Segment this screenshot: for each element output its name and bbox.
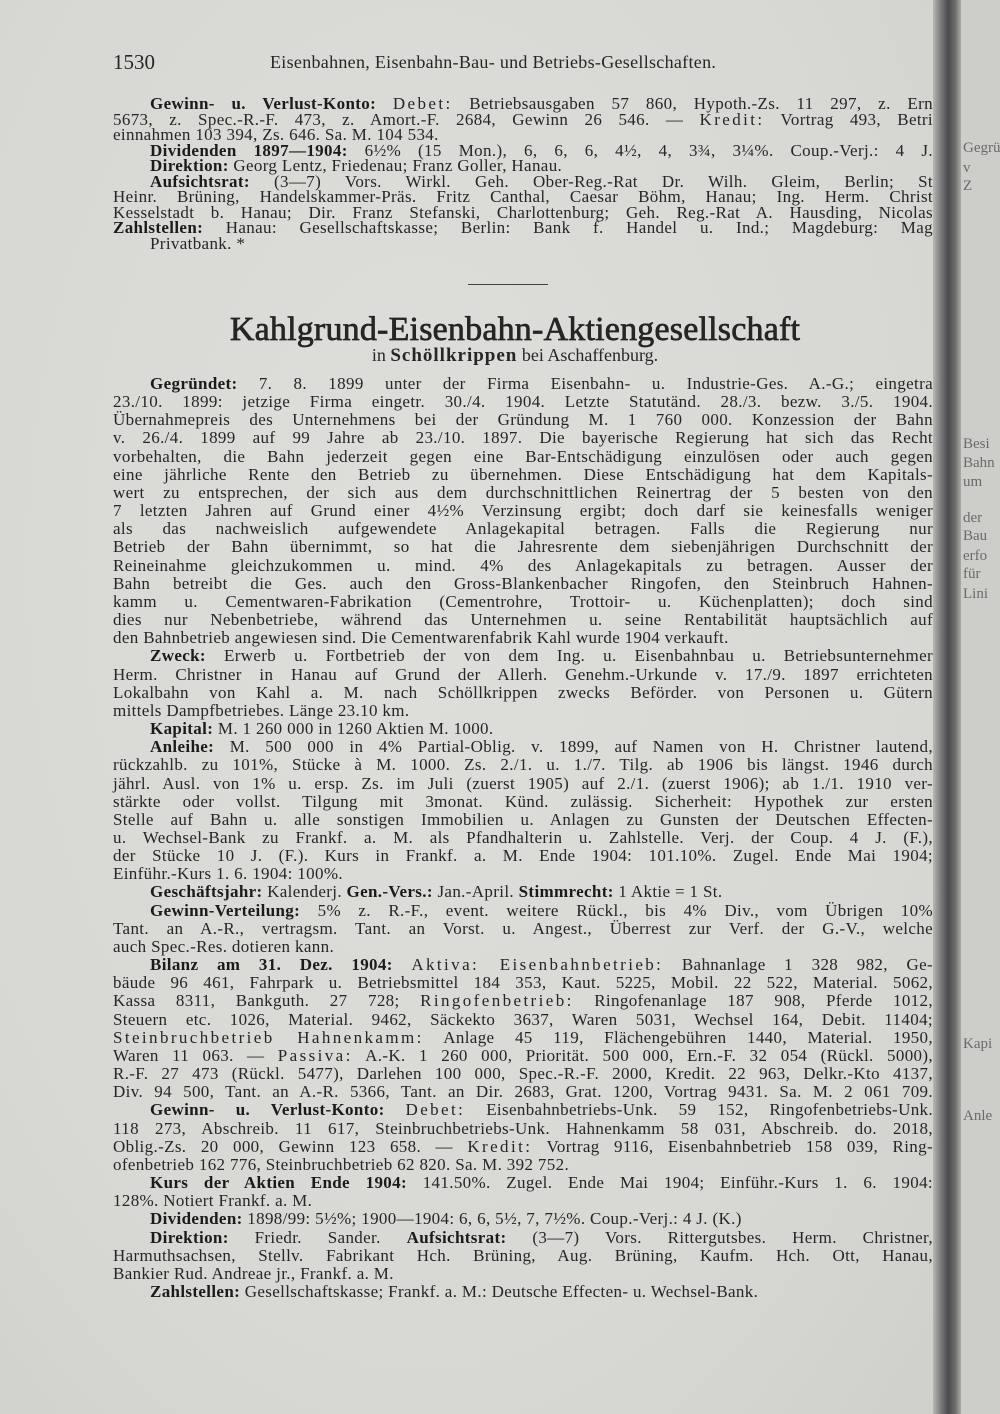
field-text: Friedr. Sander. [254, 1227, 407, 1247]
field-text: R.-F. 27 473 (Rückl. 5477), Darlehen 100 000, Spec.-R.-F. 2000, Kredit. 22 963, Delkr.-Kto 4137, [113, 1064, 933, 1084]
text-line [113, 393, 933, 411]
field-text: Kesselstadt b. Hanau; Dir. Franz Stefanski, Charlottenburg; Geh. Reg.-Rat A. Hausding, Nicolas [113, 202, 933, 222]
field-text: der Stücke 10 J. (F.). Kurs in Frankf. a. M. Ende 1904: 101.10%. Zugel. Ende Mai 1904; [113, 846, 933, 866]
field-text: Jan.-April. [437, 882, 519, 902]
subtitle-place: Schöllkrippen [390, 345, 518, 366]
field-text: jährl. Ausl. von 1% u. ersp. Zs. im Juli (zuerst 1905) auf 2./1. (zuerst 1906); ab 1./1. 1910 ver- [113, 773, 933, 793]
text-line [150, 1174, 933, 1192]
field-text: bäude 96 461, Fahrpark u. Betriebsmittel 184 353, Kaut. 5225, Mobil. 22 522, Material. 5062, [113, 973, 933, 993]
field-text: 128%. Notiert Frankf. a. M. [113, 1191, 313, 1211]
field-text: Harmuthsachsen, Stellv. Fabrikant Hch. Brüning, Aug. Brüning, Kaufm. Hch. Ott, Hanau, [113, 1245, 933, 1265]
field-text: Bahnanlage 1 328 982, Ge- [663, 955, 933, 975]
facing-page-fragment: Bau [963, 528, 988, 544]
text-line [113, 865, 933, 883]
text-line [113, 702, 933, 720]
field-text: Lokalbahn von Kahl a. M. nach Schöllkrippen zwecks Beförder. von Personen u. Gütern [113, 682, 933, 702]
field-label: Gewinn-Verteilung: [150, 900, 318, 920]
field-text: 118 273, Abschreib. 11 617, Steinbruchbetriebs-Unk. Hahnenkamm 58 031, Abschreib. do. 2018, [113, 1118, 933, 1138]
field-text: Vortrag 493, Betri [764, 109, 933, 129]
text-line [113, 974, 933, 992]
text-line [113, 992, 933, 1010]
field-text: den Bahnbetrieb angewiesen sind. Die Cementwarenfabrik Kahl wurde 1904 verkauft. [113, 628, 729, 648]
text-line [150, 1210, 933, 1228]
field-text: Privatbank. * [150, 233, 246, 253]
spaced-label: Debet: [405, 1100, 466, 1120]
field-text: 5% z. R.-F., event. weitere Rückl., bis 4% Div., vom Übrigen 10% [317, 900, 933, 920]
facing-page-fragment: erfo [963, 548, 988, 564]
text-line [150, 956, 933, 974]
text-line [113, 1192, 933, 1210]
field-label: Gen.-Vers.: [346, 882, 438, 902]
text-line [113, 466, 933, 484]
facing-page-fragment: Bahn [963, 455, 995, 471]
text-line [113, 429, 933, 447]
text-line [113, 502, 933, 520]
text-line [113, 448, 933, 466]
text-line [150, 235, 933, 253]
field-label: Kapital: [150, 719, 218, 739]
spaced-label: Passiva: [277, 1045, 353, 1065]
field-text: Steuern etc. 1026, Material. 9462, Säckekto 3637, Waren 5031, Wechsel 164, Debit. 11404; [113, 1009, 933, 1029]
text-line [113, 411, 933, 429]
field-label: Dividenden: [150, 1209, 248, 1229]
field-text: auch Spec.-Res. dotieren kann. [113, 936, 335, 956]
text-line [113, 1247, 933, 1265]
field-text: u. Wechsel-Bank zu Frankf. a. M. als Pfandhalterin u. Zahlstelle. Verj. der Coup. 4 J. (F.), [113, 828, 933, 847]
text-line [113, 811, 933, 829]
field-text: (3—7) Vors. Rittergutsbes. Herm. Christner, [532, 1227, 933, 1247]
text-line [113, 793, 933, 811]
field-label: Gewinn- u. Verlust-Konto: [150, 94, 393, 113]
field-text: Gesellschaftskasse; Frankf. a. M.: Deutsche Effecten- u. Wechsel-Bank. [244, 1282, 759, 1301]
facing-page-fragment: v [963, 160, 971, 176]
field-text: als das nachweislich aufgewendete Anlagekapital betragen. Falls die Regierung nur [113, 519, 933, 539]
text-line [150, 1101, 933, 1119]
field-label: Bilanz am 31. Dez. 1904: [150, 955, 412, 975]
text-line [113, 1156, 933, 1174]
field-label: Zweck: [150, 646, 224, 666]
text-line [113, 520, 933, 538]
field-text: 1 Aktie = 1 St. [618, 882, 723, 902]
facing-page-fragment: Kapi [963, 1036, 993, 1052]
field-text: Erwerb u. Fortbetrieb der von dem Ing. u. Eisenbahnbau u. Betriebsunternehmer [223, 646, 933, 666]
facing-page-edge [961, 0, 1000, 1414]
text-line [113, 1047, 933, 1065]
field-text: (3—7) Vors. Wirkl. Geh. Ober-Reg.-Rat Dr. Wilh. Gleim, Berlin; St [274, 171, 933, 191]
field-label: Gewinn- u. Verlust-Konto: [150, 1100, 406, 1120]
text-line [113, 775, 933, 793]
text-line [113, 1029, 933, 1047]
field-label: Direktion: [150, 156, 234, 175]
text-line [113, 938, 933, 956]
book-gutter [933, 0, 961, 1414]
field-text: M. 500 000 in 4% Partial-Oblig. v. 1899, auf Namen von H. Christner lautend, [229, 737, 933, 757]
field-label: Anleihe: [150, 737, 230, 757]
field-text: Vortrag 9116, Eisenbahnbetrieb 158 039, Ring- [532, 1136, 934, 1156]
entry-title: Kahlgrund-Eisenbahn-Aktiengesellschaft [229, 311, 801, 348]
page-number: 1530 [113, 50, 155, 74]
field-text: kamm u. Cementwaren-Fabrikation (Cementrohre, Trottoir- u. Küchenplatten); doch sind [113, 591, 933, 611]
field-text: v. 26./4. 1899 auf 99 Jahre ab 23./10. 1897. Die bayerische Regierung hat sich das Recht [113, 428, 933, 448]
facing-page-fragment: der [963, 510, 983, 526]
text-line [113, 538, 933, 556]
field-text: Ringofenanlage 187 908, Pferde 1012, [573, 991, 933, 1011]
field-text: eine jährliche Rente den Betrieb zu übernehmen. Diese Entschädigung hat dem Kapitals- [113, 464, 933, 484]
field-label: Stimmrecht: [518, 882, 619, 902]
text-line [113, 1083, 933, 1101]
subtitle-prefix: in [371, 345, 391, 365]
text-line [113, 1265, 933, 1283]
spaced-label: Steinbruchbetrieb Hahnenkamm: [113, 1027, 424, 1047]
field-text: wert zu entsprechen, der sich aus dem durchschnittlichen Reinertrag der 5 besten von den [113, 482, 933, 502]
field-label: Dividenden 1897—1904: [150, 140, 365, 160]
field-text: 7 letzten Jahren auf Grund einer 4½% Verzinsung ergibt; doch darf sie keinesfalls weniger [113, 501, 933, 521]
field-text: 23./10. 1899: jetzige Firma eingetr. 30./4. 1904. Letzte Statutänd. 28./3. bezw. 3./5. 1904. [113, 392, 933, 412]
text-line [113, 557, 933, 575]
text-line [113, 484, 933, 502]
text-line [113, 611, 933, 629]
field-text: rückzahlb. zu 101%, Stücke à M. 1000. Zs. 2./1. u. 1./7. Tilg. ab 1906 bis längst. 1946 durch [113, 755, 933, 775]
text-line [150, 375, 933, 393]
field-text: ofenbetrieb 162 776, Steinbruchbetrieb 62 820. Sa. M. 392 752. [113, 1154, 570, 1174]
field-text: Tant. an A.-R., vertragsm. Tant. an Vorst. u. Angest., Überrest zur Verf. der G.-V., welche [113, 918, 933, 938]
field-label: Direktion: [150, 1227, 255, 1247]
field-label: Aufsichtsrat: [150, 171, 275, 191]
field-text: mittels Dampfbetriebes. Länge 23.10 km. [113, 700, 410, 720]
field-text: dies nur Nebenbetriebe, während das Unternehmen u. seine Rentabilität hauptsächlich auf [113, 610, 933, 630]
field-label: Kurs der Aktien Ende 1904: [150, 1173, 423, 1193]
field-text: Heinr. Brüning, Handelskammer-Präs. Fritz Canthal, Caesar Böhm, Hanau; Ing. Herm. Christ [113, 187, 933, 206]
field-text: Hanau: Gesellschaftskasse; Berlin: Bank f. Handel u. Ind.; Magdeburg: Mag [225, 218, 933, 237]
field-label: Aufsichtsrat: [406, 1227, 533, 1247]
field-text: Übernahmepreis des Unternehmens bei der Gründung M. 1 760 000. Konzession der Bahn [113, 410, 933, 430]
subtitle-suffix: bei Aschaffenburg. [517, 345, 659, 365]
field-text: Div. 94 500, Tant. an A.-R. 5366, Tant. an Dir. 2683, Grat. 1200, Vortrag 9431. Sa. M. 2 061 709. [113, 1082, 933, 1102]
text-line [150, 883, 933, 901]
text-line [113, 684, 933, 702]
text-line [113, 1120, 933, 1138]
field-label: Zahlstellen: [150, 1282, 245, 1301]
field-text: Bahn betreibt die Ges. auch den Gross-Blankenbacher Ringofen, den Steinbruch Hahnen- [113, 573, 933, 593]
field-text: vorbehalten, die Bahn jederzeit gegen eine Bar-Entschädigung einzulösen oder auch gegen [113, 446, 933, 466]
facing-page-fragment: Z [963, 178, 973, 194]
field-text: Betriebsausgaben 57 860, Hypoth.-Zs. 11 297, z. Ern [452, 94, 933, 113]
field-text: einnahmen 103 394, Zs. 646. Sa. M. 104 534. [113, 125, 439, 144]
field-text: Oblig.-Zs. 20 000, Gewinn 123 658. — [113, 1136, 468, 1156]
field-text: 141.50%. Zugel. Ende Mai 1904; Einführ.-Kurs 1. 6. 1904: [422, 1173, 933, 1193]
field-text: 1898/99: 5½%; 1900—1904: 6, 6, 5½, 7, 7½%. Coup.-Verj.: 4 J. (K.) [247, 1209, 742, 1229]
text-line [113, 593, 933, 611]
text-line [150, 1283, 933, 1301]
facing-page-fragment: Anle [963, 1108, 993, 1124]
text-line [113, 829, 933, 847]
text-line [113, 756, 933, 774]
field-text: Georg Lentz, Friedenau; Franz Goller, Hanau. [233, 156, 563, 175]
field-text: Anlage 45 119, Flächengebühren 1440, Material. 1950, [423, 1027, 933, 1047]
text-line [113, 847, 933, 865]
field-text: Waren 11 063. — [113, 1045, 278, 1065]
field-text: Bankier Rud. Andreae jr., Frankf. a. M. [113, 1263, 394, 1283]
facing-page-fragment: um [963, 474, 983, 490]
facing-page-fragment: Besi [963, 436, 990, 452]
field-text: Einführ.-Kurs 1. 6. 1904: 100%. [113, 864, 343, 884]
field-text: Kalenderj. [267, 882, 347, 902]
field-label: Gegründet: [150, 374, 259, 393]
text-line [150, 720, 933, 738]
field-text: A.-K. 1 260 000, Priorität. 500 000, Ern.-F. 32 054 (Rückl. 5000), [352, 1045, 934, 1065]
field-text: 7. 8. 1899 unter der Firma Eisenbahn- u. Industrie-Ges. A.-G.; eingetra [258, 374, 933, 393]
text-line [113, 1011, 933, 1029]
field-text: 6½% (15 Mon.), 6, 6, 6, 4½, 4, 3¾, 3¼%. Coup.-Verj.: 4 J. [364, 140, 933, 160]
text-line [113, 920, 933, 938]
field-text: Stelle auf Bahn u. alle sonstigen Immobilien u. Anlagen zu Gunsten der Deutschen Effecten- [113, 809, 933, 829]
text-line [113, 1138, 933, 1156]
facing-page-fragment: für [963, 566, 981, 582]
text-line [150, 647, 933, 665]
field-text: M. 1 260 000 in 1260 Aktien M. 1000. [217, 719, 494, 739]
field-label: Geschäftsjahr: [150, 882, 268, 902]
field-text: Eisenbahnbetriebs-Unk. 59 152, Ringofenbetriebs-Unk. [465, 1100, 933, 1120]
spaced-label: Debet: [392, 94, 453, 113]
field-text: Kassa 8311, Bankguth. 27 728; [113, 991, 421, 1011]
text-line [113, 666, 933, 684]
text-line [113, 1065, 933, 1083]
facing-page-fragment: Lini [963, 586, 988, 602]
field-text: 5673, z. Spec.-R.-F. 473, z. Amort.-F. 2684, Gewinn 26 546. — [113, 109, 700, 129]
field-label: Zahlstellen: [113, 218, 226, 237]
spaced-label: Kredit: [467, 1136, 533, 1156]
spaced-label: Ringofenbetrieb: [420, 991, 574, 1011]
section-divider [468, 284, 548, 285]
entry-subtitle [0, 345, 935, 367]
running-title: Eisenbahnen, Eisenbahn-Bau- und Betriebs-Gesellschaften. [270, 52, 717, 72]
text-line [150, 902, 933, 920]
text-line [113, 575, 933, 593]
field-text: Herm. Christner in Hanau auf Grund der Allerh. Genehm.-Urkunde v. 17./9. 1897 errichteten [113, 664, 933, 684]
text-line [150, 1229, 933, 1247]
text-line [150, 738, 933, 756]
field-text: stärkte oder vollst. Tilgung mit 3monat. Künd. zulässig. Sicherheit: Hypothek zur ersten [113, 791, 933, 811]
text-line [113, 629, 933, 647]
field-text: Betrieb der Bahn übernimmt, so hat die Jahresrente dem siebenjährigen Durchschnitt der [113, 537, 933, 557]
spaced-label: Kredit: [699, 109, 765, 129]
facing-page-fragment: Gegrü [963, 140, 1000, 156]
spaced-label: Aktiva: Eisenbahnbetrieb: [411, 955, 664, 975]
field-text: Reineinahme gleichzukommen u. mind. 4% des Anlagekapitals zu betragen. Ausser der [113, 555, 933, 575]
